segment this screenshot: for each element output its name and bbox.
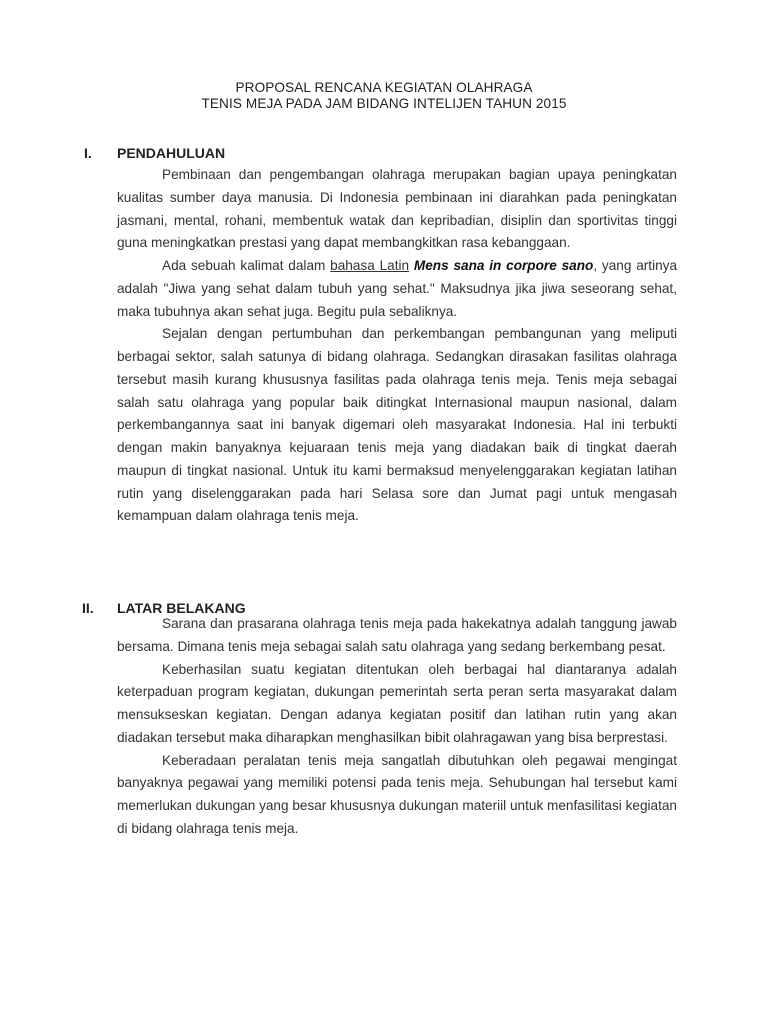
section-2-paragraph-2: Keberhasilan suatu kegiatan ditentukan oleh berbagai hal diantaranya adalah keterpaduan program kegiatan, dukungan pemerintah serta peran serta masyarakat dalam mensukseskan kegiatan. Dengan adanya kegiatan positif dan latihan rutin yang akan diadakan tersebut maka diharapkan menghasilkan bibit olahragawan yang bisa berprestasi.	[117, 661, 677, 745]
document-title-line-1: PROPOSAL RENCANA KEGIATAN OLAHRAGA	[235, 80, 533, 95]
latin-phrase: Mens sana in corpore sano	[413, 258, 594, 273]
section-2-paragraph-3: Keberadaan peralatan tenis meja sangatlah dibutuhkan oleh pegawai mengingat banyaknya pegawai yang memiliki potensi pada tenis meja. Sehubungan hal tersebut kami memerlukan dukungan yang besar khususnya dukungan materiil untuk menfasilitasi kegiatan di bidang olahraga tenis meja.	[117, 752, 677, 836]
section-1-number: I.	[84, 145, 92, 161]
section-1-paragraph-3: Sejalan dengan pertumbuhan dan perkembangan pembangunan yang meliputi berbagai sektor, salah satunya di bidang olahraga. Sedangkan dirasakan fasilitas olahraga tersebut masih kurang khususnya fasilitas pada olahraga tenis meja. Tenis meja sebagai salah satu olahraga yang popular baik ditingkat Internasional maupun nasional, dalam perkembangannya saat ini banyak digemari oleh masyarakat Indonesia. Hal ini terbukti dengan makin banyaknya kejuaraan tenis meja yang diadakan baik di tingkat daerah maupun di tingkat nasional. Untuk itu kami bermaksud menyelenggarakan kegiatan latihan rutin yang diselenggarakan pada hari Selasa sore dan Jumat pagi untuk mengasah kemampuan dalam olahraga tenis meja.	[117, 326, 677, 524]
section-1-paragraph-1: Pembinaan dan pengembangan olahraga merupakan bagian upaya peningkatan kualitas sumber daya manusia. Di Indonesia pembinaan ini diarahkan pada peningkatan jasmani, mental, rohani, membentuk watak dan kepribadian, disiplin dan sportivitas tinggi guna meningkatkan prestasi yang dapat membangkitkan rasa kebanggaan.	[117, 167, 677, 251]
document-title-line-2: TENIS MEJA PADA JAM BIDANG INTELIJEN TAHUN 2015	[201, 96, 567, 111]
section-1-paragraph-2	[117, 255, 677, 323]
section-1-heading: PENDAHULUAN	[117, 145, 226, 161]
section-2-paragraph-1: Sarana dan prasarana olahraga tenis meja pada hakekatnya adalah tanggung jawab bersama. Dimana tenis meja sebagai salah satu olahraga yang sedang berkembang pesat.	[117, 616, 677, 654]
section-2-number: II.	[82, 600, 94, 616]
section-2-body	[117, 613, 677, 841]
latin-language-link[interactable]: bahasa Latin	[330, 258, 410, 273]
section-1-body	[117, 164, 677, 528]
paragraph-2-text-after: , yang artinya adalah "Jiwa yang sehat dalam tubuh yang sehat." Maksudnya jika jiwa seseorang sehat, maka tubuhnya akan sehat juga. Begitu pula sebaliknya.	[117, 258, 678, 319]
paragraph-2-text-before: Ada sebuah kalimat dalam	[162, 258, 331, 273]
section-2-heading: LATAR BELAKANG	[117, 600, 246, 616]
